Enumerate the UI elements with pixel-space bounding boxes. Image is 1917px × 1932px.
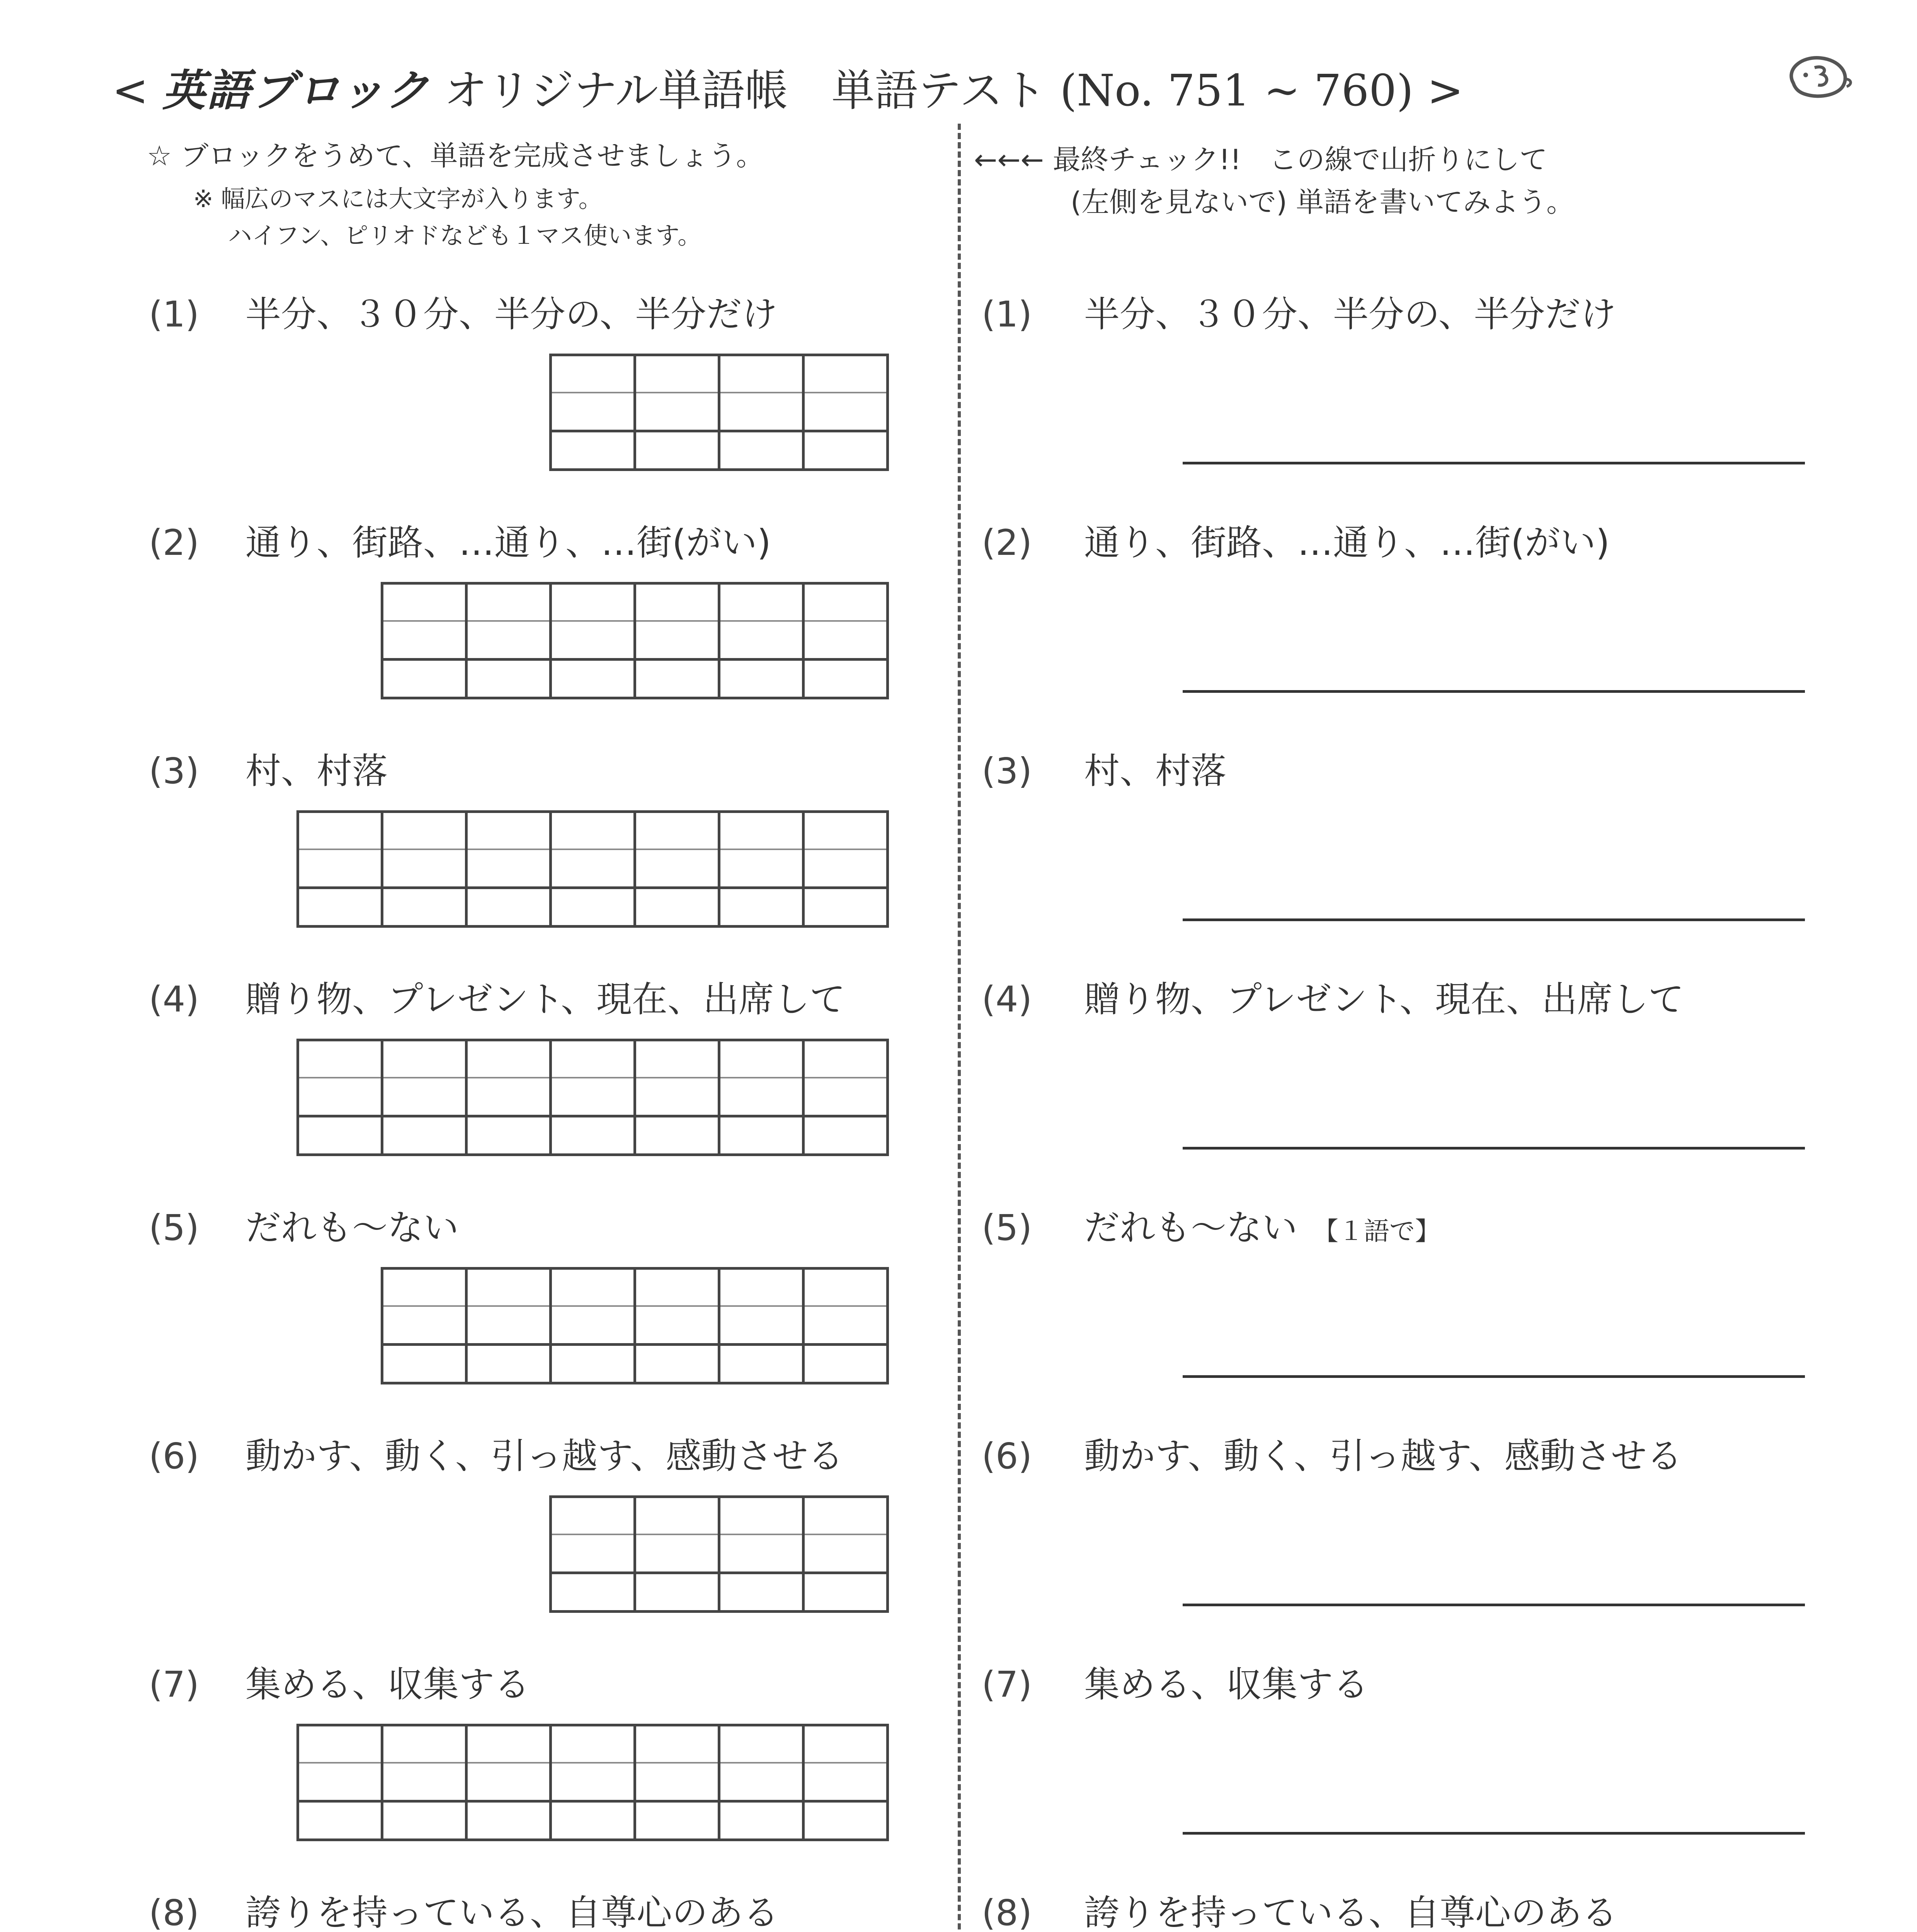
mascot-face-icon — [1778, 46, 1855, 104]
question-meaning: 半分、３０分、半分の、半分だけ — [1084, 294, 1616, 335]
letter-box[interactable] — [549, 354, 636, 471]
question-meaning: 集める、収集する — [1084, 1664, 1369, 1705]
question-left-2 — [149, 514, 771, 565]
title-bracket-close: > — [1427, 66, 1464, 116]
question-meaning: 動かす、動く、引っ越す、感動させる — [245, 1435, 844, 1477]
letter-box-row-6 — [549, 1495, 889, 1613]
answer-line-2[interactable] — [1183, 690, 1805, 693]
question-number: (7) — [149, 1664, 199, 1705]
question-meaning: 贈り物、プレゼント、現在、出席して — [245, 979, 846, 1020]
letter-box-row-7 — [296, 1724, 889, 1841]
letter-box[interactable] — [465, 1724, 552, 1841]
question-left-1 — [149, 286, 777, 337]
answer-line-3[interactable] — [1183, 918, 1805, 921]
letter-box[interactable] — [633, 1039, 720, 1156]
question-meaning: だれも〜ない — [245, 1207, 459, 1248]
letter-box-row-1 — [549, 354, 889, 471]
letter-box[interactable] — [633, 1267, 720, 1384]
letter-box[interactable] — [549, 582, 636, 699]
letter-box[interactable] — [718, 1039, 805, 1156]
question-right-6 — [982, 1428, 1682, 1479]
question-number: (8) — [149, 1892, 199, 1932]
page-title — [112, 56, 1463, 118]
question-left-6 — [149, 1428, 843, 1479]
letter-box[interactable] — [465, 582, 552, 699]
answer-line-5[interactable] — [1183, 1375, 1805, 1378]
letter-box[interactable] — [802, 1724, 889, 1841]
letter-box[interactable] — [718, 1724, 805, 1841]
letter-box[interactable] — [381, 810, 468, 928]
question-number: (6) — [149, 1435, 199, 1477]
question-left-8 — [149, 1884, 779, 1932]
question-number: (5) — [149, 1207, 199, 1248]
question-meaning: だれも〜ない — [1084, 1207, 1298, 1248]
question-meaning: 誇りを持っている、自尊心のある — [1084, 1892, 1618, 1932]
question-right-8 — [982, 1884, 1617, 1932]
letter-box[interactable] — [549, 1267, 636, 1384]
question-number: (6) — [982, 1435, 1032, 1477]
letter-box-row-4 — [296, 1039, 889, 1156]
letter-box[interactable] — [549, 810, 636, 928]
question-right-5 — [982, 1199, 1440, 1250]
letter-box-row-2 — [381, 582, 889, 699]
answer-line-7[interactable] — [1183, 1832, 1805, 1835]
letter-box[interactable] — [633, 1724, 720, 1841]
question-meaning: 集める、収集する — [245, 1664, 530, 1705]
letter-box[interactable] — [718, 354, 805, 471]
letter-box[interactable] — [296, 1039, 383, 1156]
question-meaning: 通り、街路、…通り、…街(がい) — [245, 522, 771, 563]
instruction-right: ←←← 最終チェック!! この線で山折りにして — [974, 143, 1548, 176]
letter-box[interactable] — [802, 810, 889, 928]
question-left-4 — [149, 971, 845, 1022]
letter-box[interactable] — [802, 582, 889, 699]
question-meaning: 誇りを持っている、自尊心のある — [245, 1892, 779, 1932]
answer-line-4[interactable] — [1183, 1147, 1805, 1150]
question-right-2 — [982, 514, 1610, 565]
letter-box[interactable] — [718, 582, 805, 699]
title-text: オリジナル単語帳 単語テスト — [444, 66, 1046, 116]
one-word-note: 【１語で】 — [1313, 1216, 1441, 1246]
question-number: (5) — [982, 1207, 1032, 1248]
title-range: (No. 751 ~ 760) — [1060, 66, 1414, 116]
question-meaning: 村、村落 — [1084, 750, 1227, 792]
eigo-block-logo: 英語ブロック — [162, 66, 431, 116]
letter-box-row-3 — [296, 810, 889, 928]
letter-box[interactable] — [633, 582, 720, 699]
answer-line-1[interactable] — [1183, 462, 1805, 464]
letter-box[interactable] — [633, 354, 720, 471]
question-right-3 — [982, 743, 1226, 794]
letter-box[interactable] — [381, 1039, 468, 1156]
instruction-note-hyphen: ハイフン、ピリオドなども１マス使います。 — [228, 221, 702, 250]
letter-box[interactable] — [296, 810, 383, 928]
letter-box[interactable] — [549, 1039, 636, 1156]
letter-box[interactable] — [465, 1267, 552, 1384]
letter-box[interactable] — [381, 1267, 468, 1384]
letter-box[interactable] — [549, 1724, 636, 1841]
question-number: (2) — [982, 522, 1032, 563]
letter-box[interactable] — [549, 1495, 636, 1613]
question-meaning: 動かす、動く、引っ越す、感動させる — [1084, 1435, 1682, 1477]
letter-box[interactable] — [718, 1495, 805, 1613]
letter-box[interactable] — [633, 1495, 720, 1613]
question-number: (8) — [982, 1892, 1032, 1932]
answer-line-6[interactable] — [1183, 1604, 1805, 1606]
letter-box[interactable] — [465, 1039, 552, 1156]
question-meaning: 贈り物、プレゼント、現在、出席して — [1084, 979, 1684, 1020]
letter-box[interactable] — [802, 1267, 889, 1384]
instruction-left: ☆ ブロックをうめて、単語を完成させましょう。 — [147, 139, 764, 172]
instruction-note-capitals: ※ 幅広のマスには大文字が入ります。 — [193, 185, 603, 213]
question-number: (4) — [982, 979, 1032, 1020]
letter-box[interactable] — [465, 810, 552, 928]
letter-box[interactable] — [802, 354, 889, 471]
letter-box[interactable] — [718, 1267, 805, 1384]
fold-line-divider — [958, 124, 961, 1932]
question-right-4 — [982, 971, 1684, 1022]
title-bracket-open: < — [112, 66, 148, 116]
letter-box[interactable] — [381, 1724, 468, 1841]
question-meaning: 半分、３０分、半分の、半分だけ — [245, 294, 778, 335]
question-left-5 — [149, 1199, 459, 1250]
question-right-7 — [982, 1656, 1369, 1707]
question-number: (3) — [149, 750, 199, 792]
question-meaning: 村、村落 — [245, 750, 388, 792]
question-left-7 — [149, 1656, 530, 1707]
question-number: (2) — [149, 522, 199, 563]
question-number: (1) — [982, 294, 1032, 335]
letter-box[interactable] — [633, 810, 720, 928]
letter-box[interactable] — [802, 1039, 889, 1156]
letter-box[interactable] — [381, 582, 468, 699]
letter-box-row-5 — [381, 1267, 889, 1384]
question-number: (4) — [149, 979, 199, 1020]
letter-box[interactable] — [296, 1724, 383, 1841]
question-meaning: 通り、街路、…通り、…街(がい) — [1084, 522, 1610, 563]
letter-box[interactable] — [802, 1495, 889, 1613]
question-number: (7) — [982, 1664, 1032, 1705]
letter-box[interactable] — [718, 810, 805, 928]
question-number: (3) — [982, 750, 1032, 792]
instruction-right-sub: (左側を見ないで) 単語を書いてみよう。 — [1071, 186, 1575, 218]
question-left-3 — [149, 743, 388, 794]
question-number: (1) — [149, 294, 199, 335]
question-right-1 — [982, 286, 1616, 337]
